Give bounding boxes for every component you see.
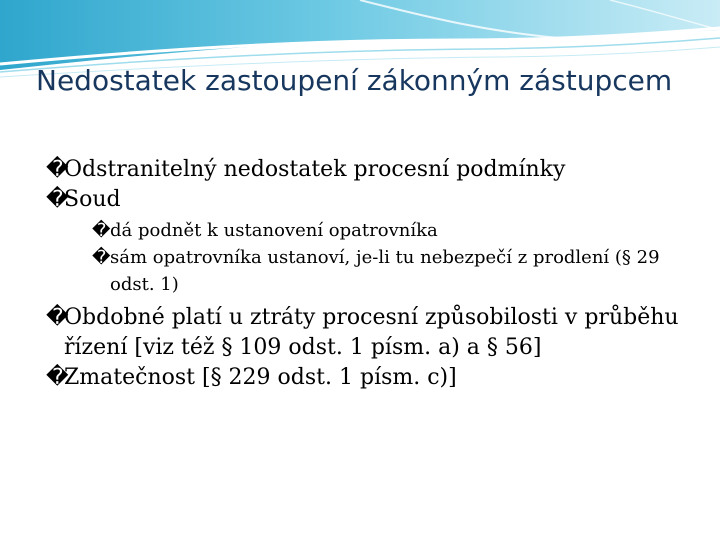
list-item [46, 185, 696, 215]
bullet-icon: � [92, 247, 111, 268]
list-item-text: Soud [64, 187, 121, 212]
bullet-icon: � [46, 187, 69, 212]
sub-list-item [46, 217, 696, 244]
slide-title: Nedostatek zastoupení zákonným zástupcem [36, 64, 673, 97]
list-item-text: sám opatrovníka ustanoví, je-li tu nebezpečí z prodlení (§ 29 odst. 1) [110, 247, 660, 295]
list-item-text: dá podnět k ustanovení opatrovníka [110, 220, 438, 241]
sub-list-item [46, 244, 696, 298]
bullet-list [46, 155, 696, 393]
list-item [46, 303, 696, 363]
bullet-icon: � [46, 157, 69, 182]
list-item [46, 155, 696, 185]
list-item-text: Zmatečnost [§ 229 odst. 1 písm. c)] [64, 365, 457, 390]
list-item-text: Odstranitelný nedostatek procesní podmínky [64, 157, 566, 182]
bullet-icon: � [46, 365, 69, 390]
bullet-icon: � [46, 305, 69, 330]
list-item-text: Obdobné platí u ztráty procesní způsobilosti v průběhu řízení [viz též § 109 odst. 1 písm. a) a § 56] [64, 305, 679, 360]
list-item [46, 363, 696, 393]
bullet-icon: � [92, 220, 111, 241]
